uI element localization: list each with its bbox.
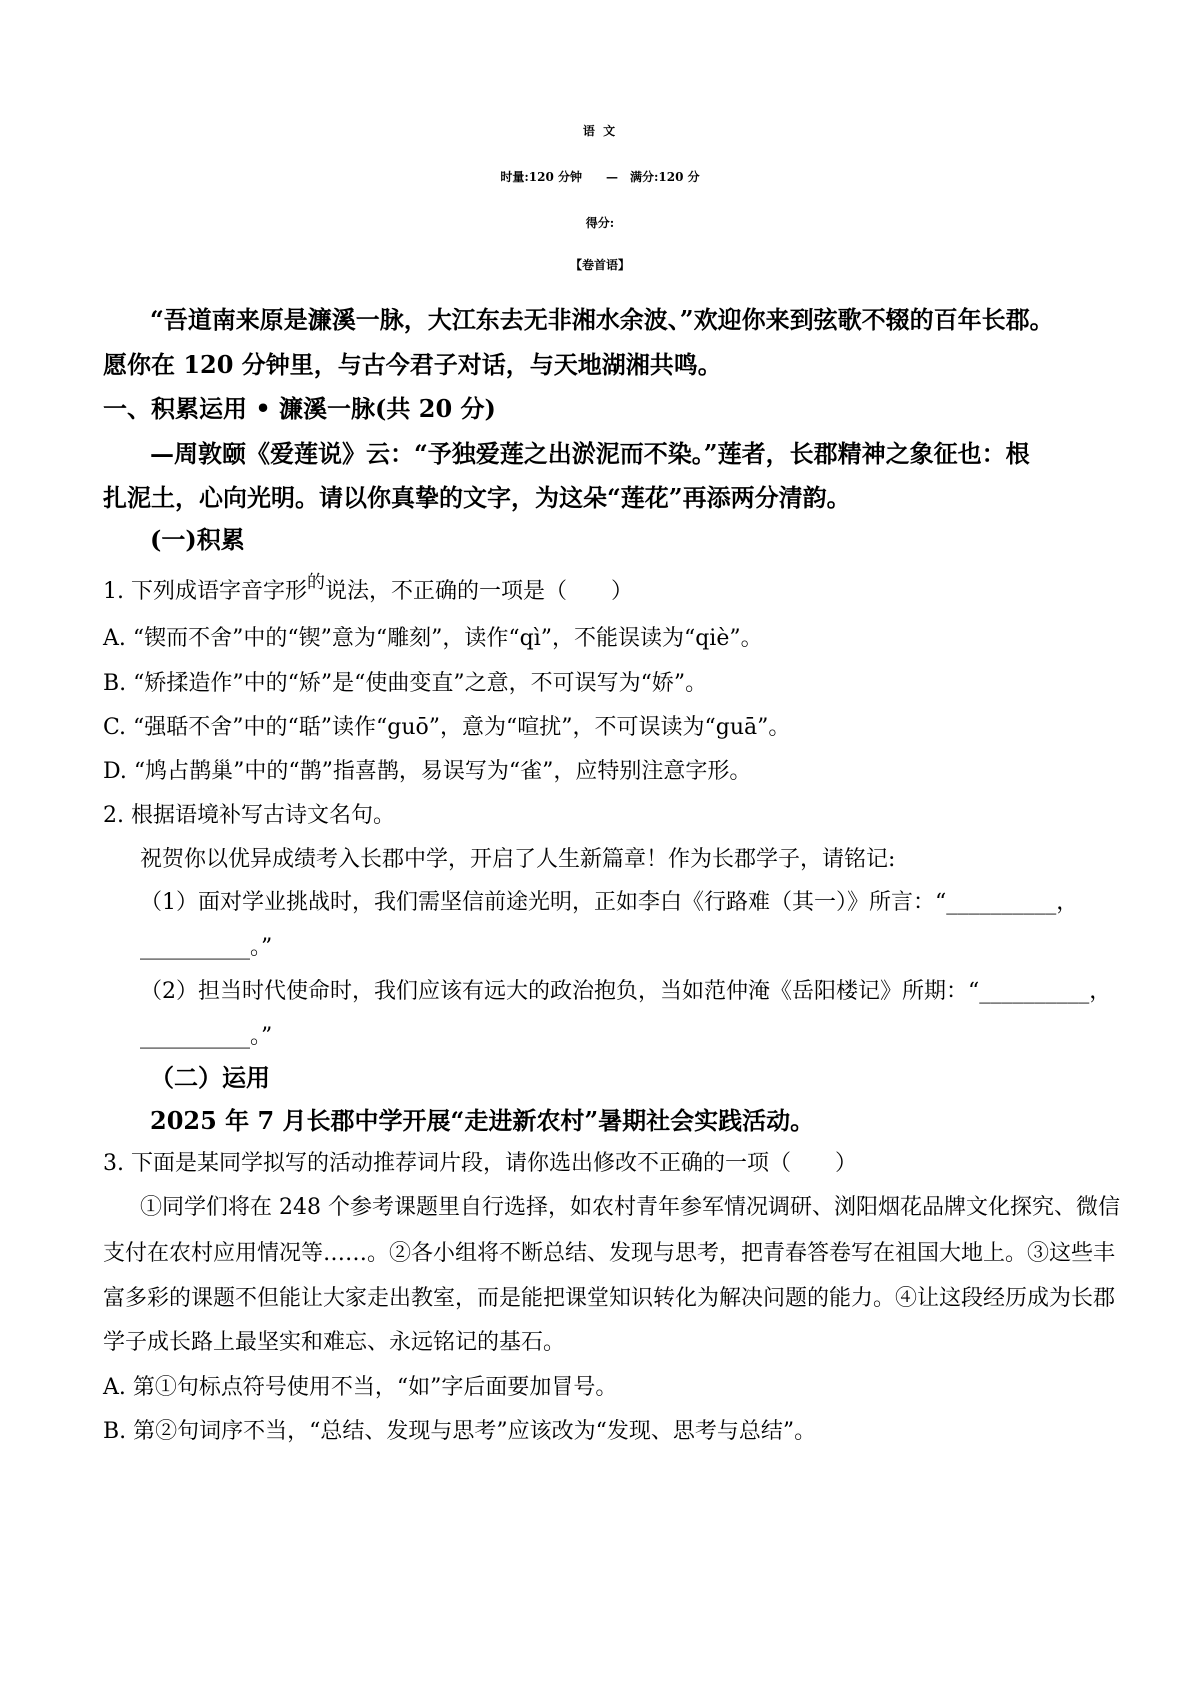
question-2-item-1-line-1: （1）面对学业挑战时，我们需坚信前途光明，正如李白《行路难（其一）》所言：“__________， — [140, 890, 1079, 915]
part-1-title: (一)积累 — [150, 525, 245, 554]
question-3-passage-line-1: ①同学们将在 248 个参考课题里自行选择，如农村青年参军情况调研、浏阳烟花品牌文化探究、微信 — [140, 1195, 1120, 1220]
question-3-option-b: B. 第②句词序不当，“总结、发现与思考”应该改为“发现、思考与总结”。 — [103, 1419, 817, 1444]
question-1-option-a: A. “锲而不舍”中的“锲”意为“雕刻”，读作“qì”，不能误读为“qiè”。 — [103, 626, 763, 651]
question-1-stem — [103, 574, 633, 605]
exam-meta: 时量:120 分钟 — 满分:120 分 — [500, 170, 700, 184]
question-3-stem: 3. 下面是某同学拟写的活动推荐词片段，请你选出修改不正确的一项（ ） — [103, 1151, 857, 1176]
question-3-passage-line-2: 支付在农村应用情况等……。②各小组将不断总结、发现与思考，把青春答卷写在祖国大地上。③这些丰 — [103, 1241, 1116, 1266]
part-2-intro: 2025 年 7 月长郡中学开展“走进新农村”暑期社会实践活动。 — [150, 1106, 815, 1135]
part-2-title: （二）运用 — [150, 1063, 270, 1092]
preface-heading: 【卷首语】 — [569, 258, 630, 272]
question-1-option-d: D. “鸠占鹊巢”中的“鹊”指喜鹊，易误写为“雀”，应特别注意字形。 — [103, 759, 752, 784]
preface-line-2: 愿你在 120 分钟里，与古今君子对话，与天地湖湘共鸣。 — [103, 350, 722, 379]
question-1-option-b: B. “矫揉造作”中的“矫”是“使曲变直”之意，不可误写为“娇”。 — [103, 671, 708, 696]
section-1-intro-line-2: 扎泥土，心向光明。请以你真挚的文字，为这朵“莲花”再添两分清韵。 — [103, 483, 851, 512]
question-1-stem-a: 1. 下列成语字音字形 — [103, 579, 307, 604]
question-1-stem-b: 说法，不正确的一项是（ ） — [324, 579, 633, 604]
question-2-context: 祝贺你以优异成绩考入长郡中学，开启了人生新篇章！作为长郡学子，请铭记: — [140, 847, 896, 872]
question-3-passage-line-4: 学子成长路上最坚实和难忘、永远铭记的基石。 — [103, 1330, 566, 1355]
question-2-item-1-line-2: __________。” — [140, 935, 273, 960]
question-2-stem: 2. 根据语境补写古诗文名句。 — [103, 803, 395, 828]
question-2-item-2-line-1: （2）担当时代使命时，我们应该有远大的政治抱负，当如范仲淹《岳阳楼记》所期：“__________， — [140, 979, 1112, 1004]
section-1-intro-line-1: —周敦颐《爱莲说》云：“予独爱莲之出淤泥而不染。”莲者，长郡精神之象征也：根 — [150, 439, 1030, 468]
preface-line-1: “吾道南来原是濂溪一脉，大江东去无非湘水余波、”欢迎你来到弦歌不辍的百年长郡。 — [150, 305, 1054, 334]
question-2-item-2-line-2: __________。” — [140, 1024, 273, 1049]
question-1-option-c: C. “强聒不舍”中的“聒”读作“guō”，意为“喧扰”，不可误读为“guā”。 — [103, 715, 791, 740]
page-title: 语 文 — [582, 124, 618, 138]
question-1-stem-sup: 的 — [306, 572, 325, 593]
question-3-passage-line-3: 富多彩的课题不但能让大家走出教室，而是能把课堂知识转化为解决问题的能力。④让这段经历成为长郡 — [103, 1286, 1116, 1311]
score-label: 得分: — [585, 216, 615, 230]
section-1-title: 一、积累运用 • 濂溪一脉(共 20 分) — [103, 394, 496, 423]
question-3-option-a: A. 第①句标点符号使用不当，“如”字后面要加冒号。 — [103, 1375, 618, 1400]
